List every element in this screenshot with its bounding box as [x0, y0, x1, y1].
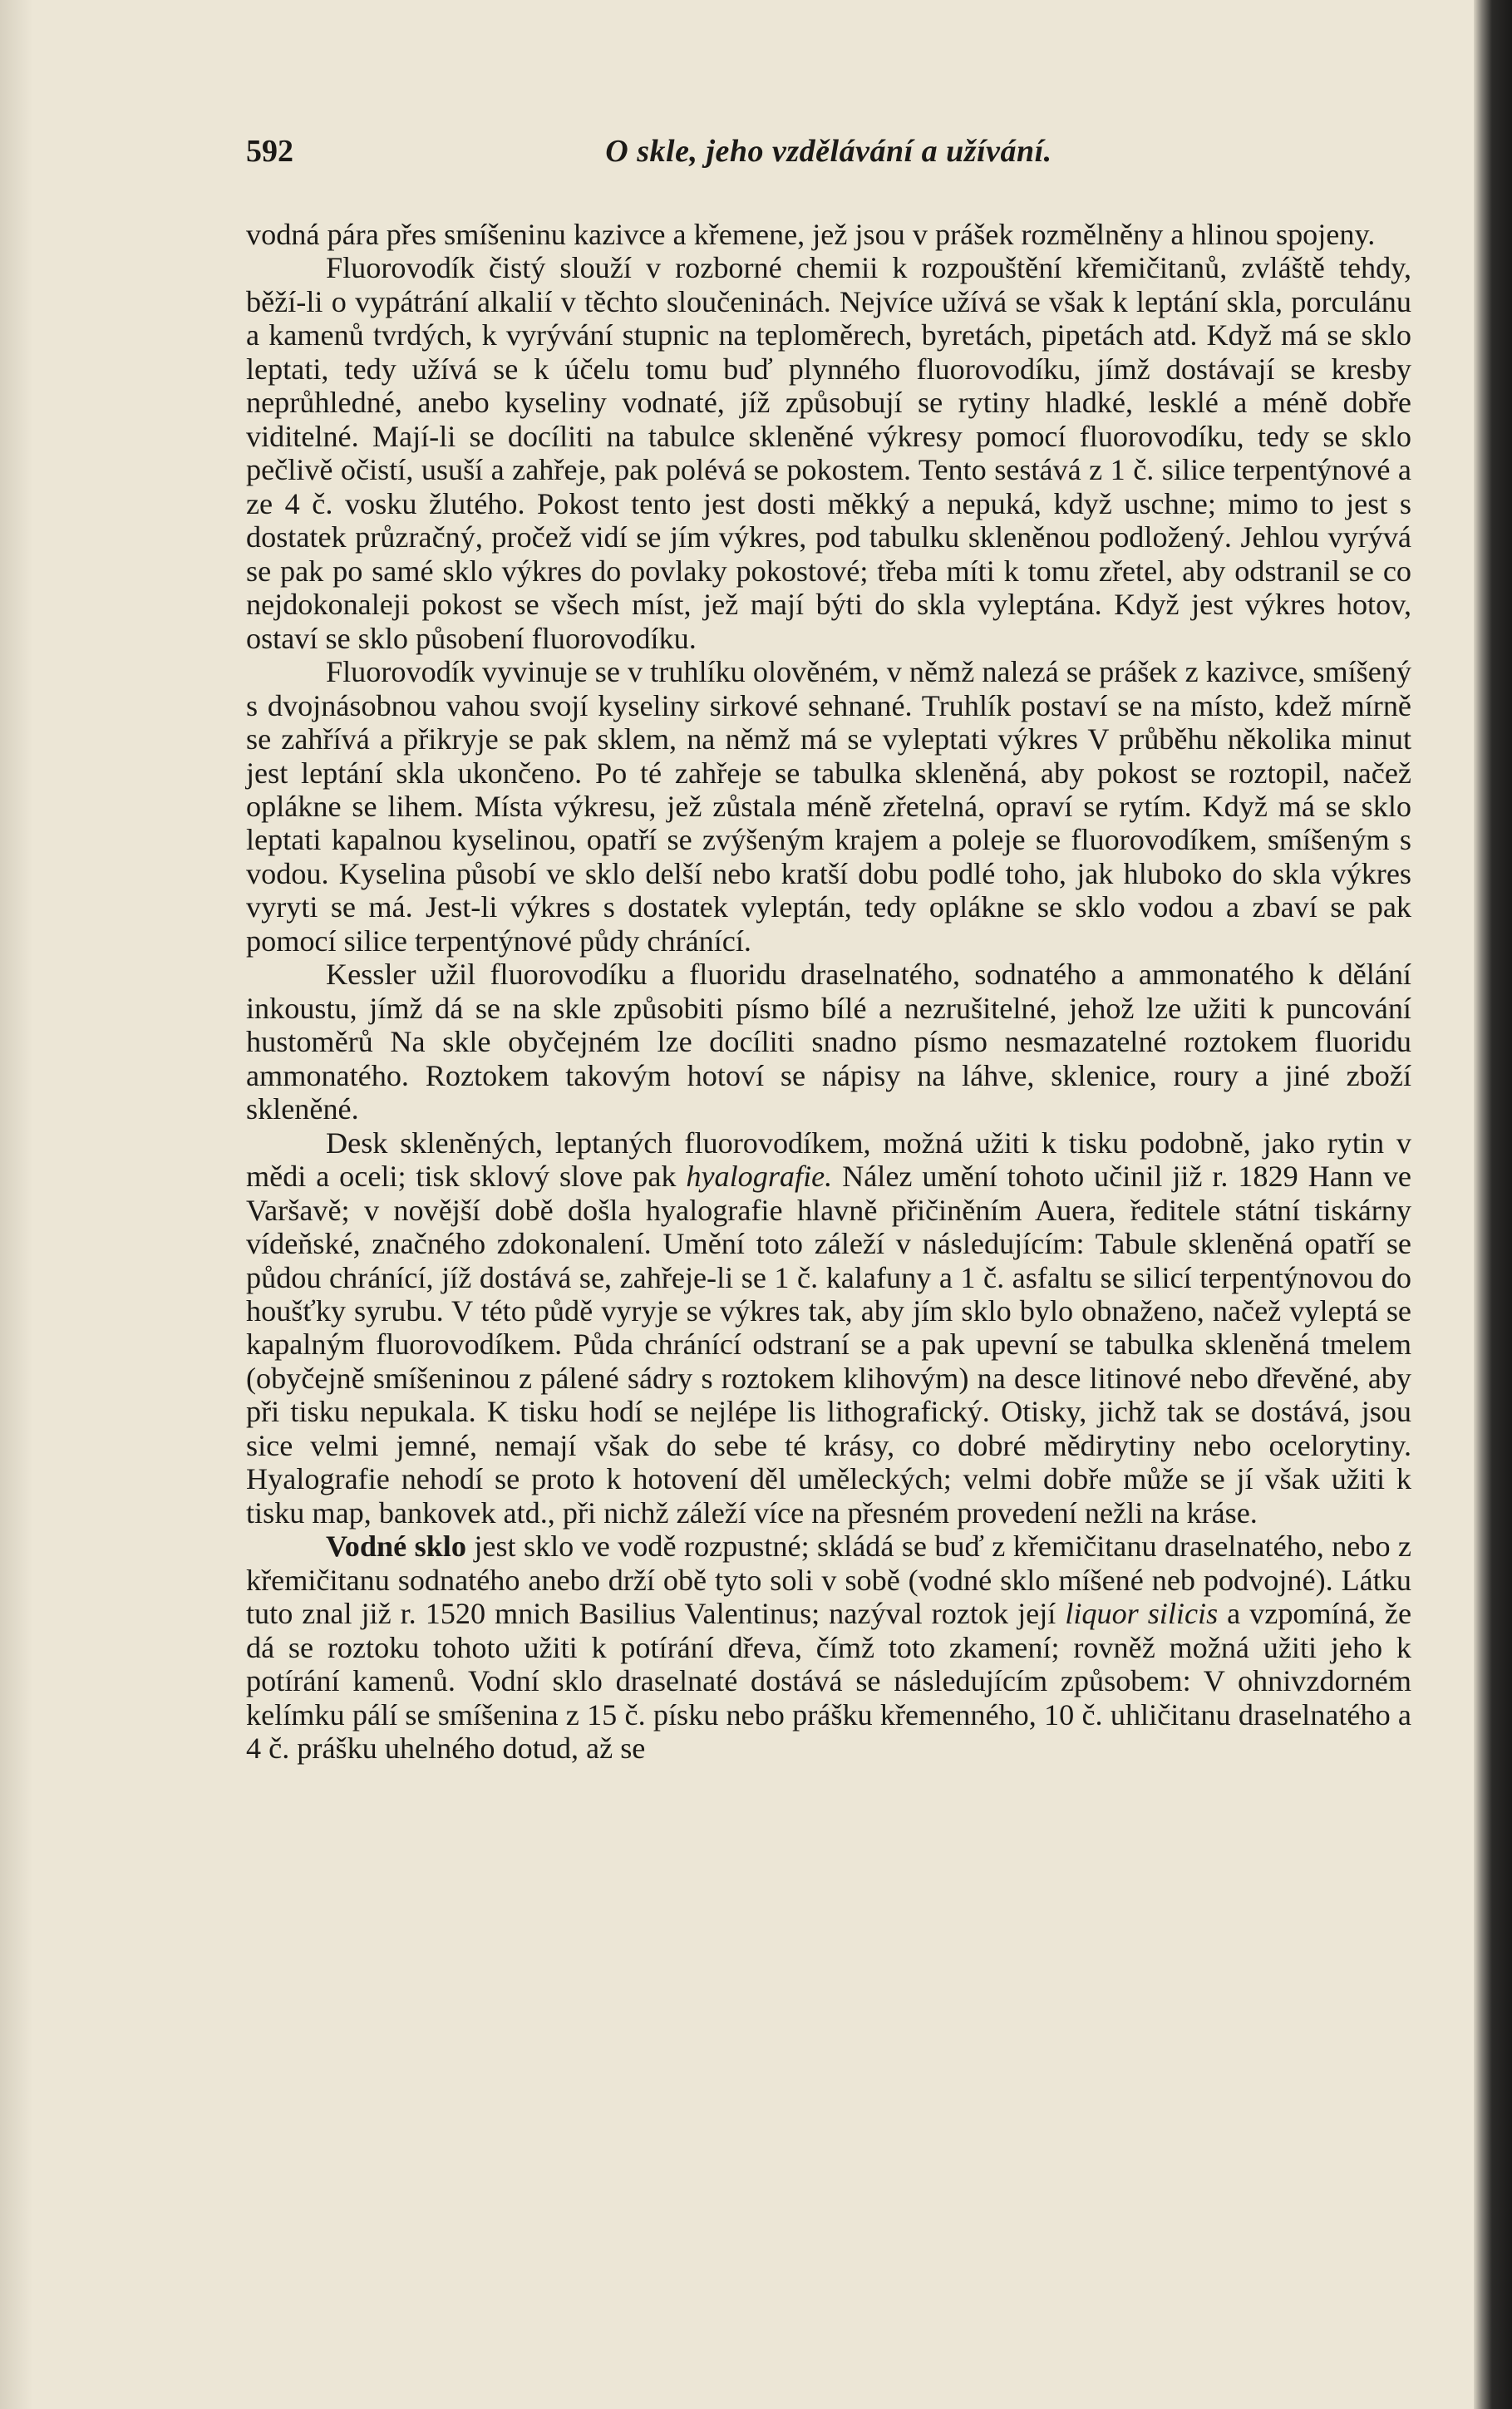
paragraph: [246, 958, 1411, 1126]
bold-term: Vodné sklo: [326, 1530, 466, 1564]
text-run: Nález umění tohoto učinil již r. 1829 Hann ve Varšavě; v novější době došla hyalografie hlavně přičiněním Auera, ředitele státní tiskárny vídeňské, značného zdokonalení. Umění toto záleží v následujícím: Tabule skleněná opatří se půdou chránící, jíž dostává se, zahřeje-li se 1 č. kalafuny a 1 č. asfaltu se silicí terpentýnovou do houšťky syrubu. V této půdě vyryje se výkres tak, aby jím sklo bylo obnaženo, načež vyleptá se kapalným fluorovodíkem. Půda chránící odstraní se a pak upevní se tabulka skleněná tmelem (obyčejně smíšeninou z pálené sádry s roztokem klihovým) na desce litinové nebo dřevěné, aby při tisku nepukala. K tisku hodí se nejlépe lis lithografický. Otisky, jichž tak se dostává, jsou sice velmi jemné, nemají však do sebe té krásy, co dobré mědirytiny nebo ocelorytiny. Hyalografie nehodí se proto k hotovení děl uměleckých; velmi dobře může se jí však užiti k tisku map, bankovek atd., při nichž záleží více na přesném provedení nežli na kráse.: [246, 1160, 1411, 1530]
running-title: O skle, jeho vzdělávání a užívání.: [605, 134, 1052, 169]
paragraph: [246, 1126, 1411, 1530]
italic-term: liquor silicis: [1065, 1597, 1219, 1631]
page-header: [246, 133, 1411, 183]
text-run: Fluorovodík vyvinuje se v truhlíku olověném, v němž nalezá se prášek z kazivce, smíšený s dvojnásobnou vahou svojí kyseliny sirkové sehnané. Truhlík postaví se na místo, kdež mírně se zahřívá a přikryje se pak sklem, na němž má se vyleptati výkres V průběhu několika minut jest leptání skla ukončeno. Po té zahřeje se tabulka skleněná, aby pokost se roztopil, načež oplákne se lihem. Místa výkresu, jež zůstala méně zřetelná, opraví se rytím. Když má se sklo leptati kapalnou kyselinou, opatří se zvýšeným krajem a poleje se fluorovodíkem, smíšeným s vodou. Kyselina působí ve sklo delší nebo kratší dobu podlé toho, jak hluboko do skla výkres vyryti se má. Jest-li výkres s dostatek vyleptán, tedy oplákne se sklo vodou a zbaví se pak pomocí silice terpentýnové půdy chránící.: [246, 655, 1411, 958]
paragraph: [246, 218, 1411, 251]
text-run: a vzpomíná, že dá se roztoku tohoto užiti k potírání dřeva, čímž toto zkamení; rovněž možná užiti jeho k potírání kamenů. Vodní sklo draselnaté dostává se následujícím způsobem: V ohnivzdorném kelímku pálí se smíšenina z 15 č. písku nebo prášku křemenného, 10 č. uhličitanu draselnatého a 4 č. prášku uhelného dotud, až se: [246, 1597, 1412, 1766]
paragraph: [246, 1530, 1411, 1765]
text-run: jest sklo ve vodě rozpustné; skládá se buď z křemičitanu draselnatého, nebo z křemičitanu sodnatého anebo drží obě tyto soli v sobě (vodné sklo míšené neb podvojné). Látku tuto znal již r. 1520 mnich Basilius Valentinus; nazýval roztok její: [246, 1530, 1411, 1631]
text-run: Desk skleněných, leptaných fluorovodíkem, možná užiti k tisku podobně, jako rytin v mědi a oceli; tisk sklový slove pak: [246, 1126, 1411, 1194]
paragraph: [246, 251, 1411, 655]
paragraph: [246, 655, 1411, 958]
text-run: vodná pára přes smíšeninu kazivce a křemene, jež jsou v prášek rozmělněny a hlinou spojeny.: [246, 218, 1376, 251]
page-edge: [1474, 0, 1512, 2409]
page-number: 592: [246, 134, 293, 169]
text-run: Fluorovodík čistý slouží v rozborné chemii k rozpouštění křemičitanů, zvláště tehdy, běží-li o vypátrání alkalií v těchto sloučeninách. Nejvíce užívá se však k leptání skla, porculánu a kamenů tvrdých, k vyrývání stupnic na teploměrech, byretách, pipetách atd. Když má se sklo leptati, tedy užívá se k účelu tomu buď plynného fluorovodíku, jímž dostávají se kresby neprůhledné, anebo kyseliny vodnaté, jíž způsobují se rytiny hladké, lesklé a méně dobře viditelné. Mají-li se docíliti na tabulce skleněné výkresy pomocí fluorovodíku, tedy se sklo pečlivě očistí, usuší a zahřeje, pak polévá se pokostem. Tento sestává z 1 č. silice terpentýnové a ze 4 č. vosku žlutého. Pokost tento jest dosti měkký a nepuká, když uschne; mimo to jest s dostatek průzračný, pročež vidí se jím výkres, pod tabulku skleněnou podložený. Jehlou vyrývá se pak po samé sklo výkres do povlaky pokostové; třeba míti k tomu zřetel, aby odstranil se co nejdokonaleji pokost se všech míst, jež mají býti do skla vyleptána. Když jest výkres hotov, ostaví se sklo působení fluorovodíku.: [246, 251, 1411, 655]
text-run: Kessler užil fluorovodíku a fluoridu draselnatého, sodnatého a ammonatého k dělání inkoustu, jímž dá se na skle způsobiti písmo bílé a nezrušitelné, jehož lze užiti k puncování hustoměrů Na skle obyčejném lze docíliti snadno písmo nesmazatelné roztokem fluoridu ammonatého. Roztokem takovým hotoví se nápisy na láhve, sklenice, roury a jiné zboží skleněné.: [246, 958, 1411, 1126]
page-gutter-shadow: [0, 0, 33, 2409]
body-text: [246, 218, 1411, 1766]
italic-term: hyalografie.: [686, 1160, 833, 1194]
